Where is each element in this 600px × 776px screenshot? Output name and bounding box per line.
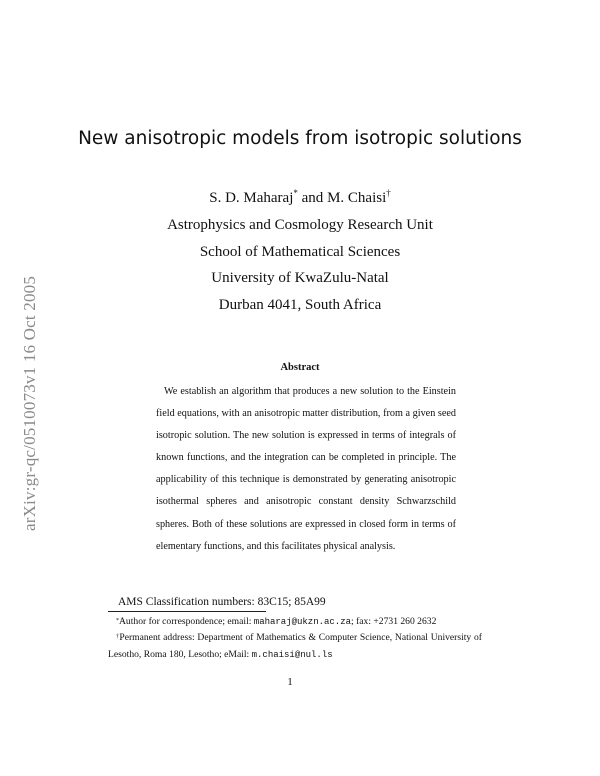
affiliation-unit: Astrophysics and Cosmology Research Unit <box>167 217 433 233</box>
ams-classification: AMS Classification numbers: 83C15; 85A99 <box>118 596 326 608</box>
page-number: 1 <box>287 676 293 688</box>
arxiv-identifier: arXiv:gr-qc/0510073v1 16 Oct 2005 <box>20 275 39 531</box>
footnote-text: ; fax: +2731 260 2632 <box>351 616 437 627</box>
footnote-permanent-address <box>108 629 482 664</box>
affiliation-school: School of Mathematical Sciences <box>199 244 401 260</box>
author-maharaj-mark: * <box>293 188 298 198</box>
affiliation-university: University of KwaZulu-Natal <box>211 270 389 286</box>
footnote-text: Permanent address: Department of Mathematics & Computer Science, National University of Lesotho, Roma 180, Lesotho; eMail: <box>108 632 482 660</box>
author-connector: and <box>301 190 324 206</box>
footnote-text: Author for correspondence; email: <box>119 616 254 627</box>
abstract-heading: Abstract <box>280 362 320 373</box>
author-line <box>0 190 600 207</box>
author-maharaj: S. D. Maharaj <box>209 190 294 206</box>
footnote-mark: * <box>116 618 119 624</box>
author-chaisi-mark: † <box>386 188 391 198</box>
footnote-divider <box>108 611 266 612</box>
affiliation-city: Durban 4041, South Africa <box>218 297 382 313</box>
email-link[interactable]: maharaj@ukzn.ac.za <box>253 617 352 627</box>
footnote-mark: † <box>116 634 120 640</box>
author-chaisi: M. Chaisi <box>327 190 387 206</box>
abstract-text: We establish an algorithm that produces a new solution to the Einstein field equations, with an anisotropic matter distribution, from a given seed isotropic solution. The new solution is expressed in terms of integrals of known functions, and the integration can be completed in principle. The applicability of this technique is demonstrated by generating anisotropic isothermal spheres and anisotropic constant density Schwarzschild spheres. Both of these solutions are expressed in closed form in terms of elementary functions, and this facilitates physical analysis. <box>156 386 456 552</box>
email-link[interactable]: m.chaisi@nul.ls <box>251 650 333 660</box>
paper-title: New anisotropic models from isotropic solutions <box>78 128 522 149</box>
